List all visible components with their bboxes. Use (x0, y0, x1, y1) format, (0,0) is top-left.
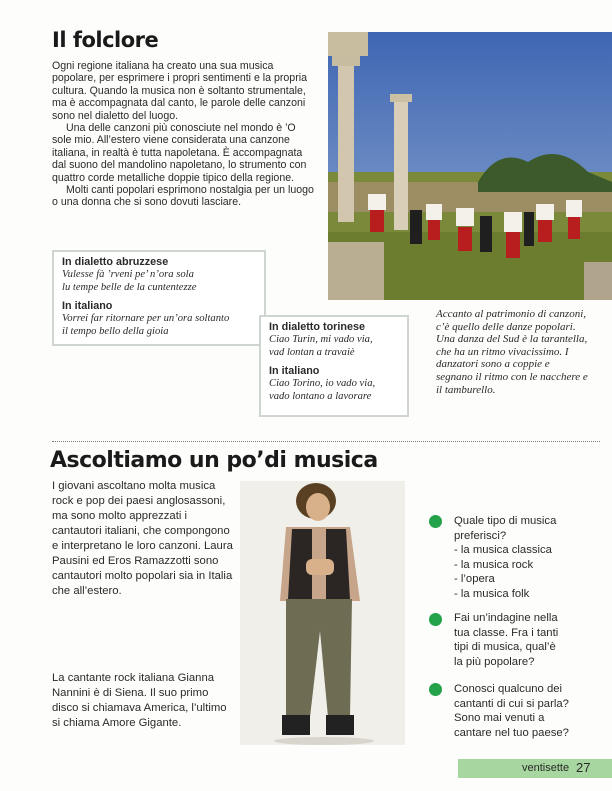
music-paragraph-2: La cantante rock italiana Gianna Nannini è di Siena. Il suo primo disco si chiamava America, l’ultimo si chiama Amore Gigante. (52, 672, 227, 729)
music-paragraph-1: I giovani ascoltano molta musica rock e pop dei paesi anglosassoni, ma sono molto apprezzati i cantautori italiani, che compongono e interpretano le loro canzoni. Laura Pausini ed Eros Ramazzotti sono cantautori molto popolari sia in Italia che all’estero. (52, 480, 233, 597)
italian-line: Vorrei far ritornare per un’ora soltanto (62, 313, 230, 324)
dialect-line: lu tempe belle de la cuntentezze (62, 281, 197, 293)
folklore-text (52, 60, 314, 209)
dialect-line: Vulesse fà ’rveni pe’ n’ora sola (62, 269, 194, 280)
italian-line: vado lontano a lavorare (269, 390, 372, 402)
dialect-label: In dialetto abruzzese (62, 256, 169, 268)
dance-caption: Accanto al patrimonio di canzoni, c’è quello delle danze popolari. Una danza del Sud è la tarantella, che ha un ritmo vivacissimo. I danzatori sono a coppie e segnano il ritmo con le nacchere e il tamburello. (436, 308, 588, 396)
question-option: - l’opera (454, 573, 495, 585)
question-bullet-icon (429, 613, 442, 626)
page-footer (458, 759, 612, 778)
italian-line: il tempo bello della gioia (62, 325, 169, 337)
folklore-paragraph-3: Molti canti popolari esprimono nostalgia per un luogo o una donna che si sono dovuti lasciare. (52, 184, 314, 209)
italian-line: Ciao Torino, io vado via, (269, 378, 376, 389)
question-line: Fai un’indagine nella (454, 612, 558, 624)
question-line: cantanti di cui si parla? (454, 697, 569, 710)
question-line: Conosci qualcuno dei (454, 683, 563, 695)
dialect-label: In dialetto torinese (269, 321, 365, 333)
dialect-box-abruzzese (52, 250, 266, 346)
question-line: tua classe. Fra i tanti (454, 626, 559, 639)
question-line: tipi di musica, qual’è (454, 641, 556, 653)
question-line: la più popolare? (454, 655, 535, 668)
folklore-paragraph-1: Ogni regione italiana ha creato una sua musica popolare, per esprimere i propri sentimenti e la propria cultura. Quando la musica non è soltanto strumentale, ma è accompagnata dal canto, le parole delle canzoni sono nel dialetto del luogo. (52, 60, 307, 122)
dialect-box-torinese (259, 315, 409, 417)
page-number-word: ventisette (522, 762, 570, 774)
section-divider (52, 441, 600, 442)
question-option: - la musica rock (454, 558, 534, 571)
question-line: Quale tipo di musica (454, 515, 557, 527)
singer-photo (240, 481, 405, 745)
question-line: preferisci? (454, 529, 507, 542)
question-line: Sono mai venuti a (454, 712, 545, 724)
question-bullet-icon (429, 515, 442, 528)
page-number: 27 (576, 760, 591, 775)
section-title-folklore: Il folclore (52, 28, 159, 52)
question-option: - la musica classica (454, 544, 552, 556)
question-2 (454, 611, 604, 669)
section-title-music: Ascoltiamo un po’di musica (50, 448, 378, 473)
folklore-paragraph-2: Una delle canzoni più conosciute nel mondo è ’O sole mio. All’estero viene considerata una canzone italiana, in realtà è tutta napoletana. È accompagnata dal suono del mandolino napoletano, lo strumento con quattro corde metalliche doppie tipico della regione. (52, 122, 307, 184)
dialect-line: Ciao Turin, mi vado via, (269, 334, 373, 345)
question-bullet-icon (429, 683, 442, 696)
question-option: - la musica folk (454, 587, 530, 600)
question-3 (454, 682, 604, 740)
italian-label: In italiano (62, 300, 113, 312)
question-line: cantare nel tuo paese? (454, 726, 569, 739)
italian-label: In italiano (269, 365, 320, 377)
question-1 (454, 514, 604, 601)
folk-dance-photo (328, 32, 612, 300)
dialect-line: vad lontan a travaiè (269, 346, 355, 358)
